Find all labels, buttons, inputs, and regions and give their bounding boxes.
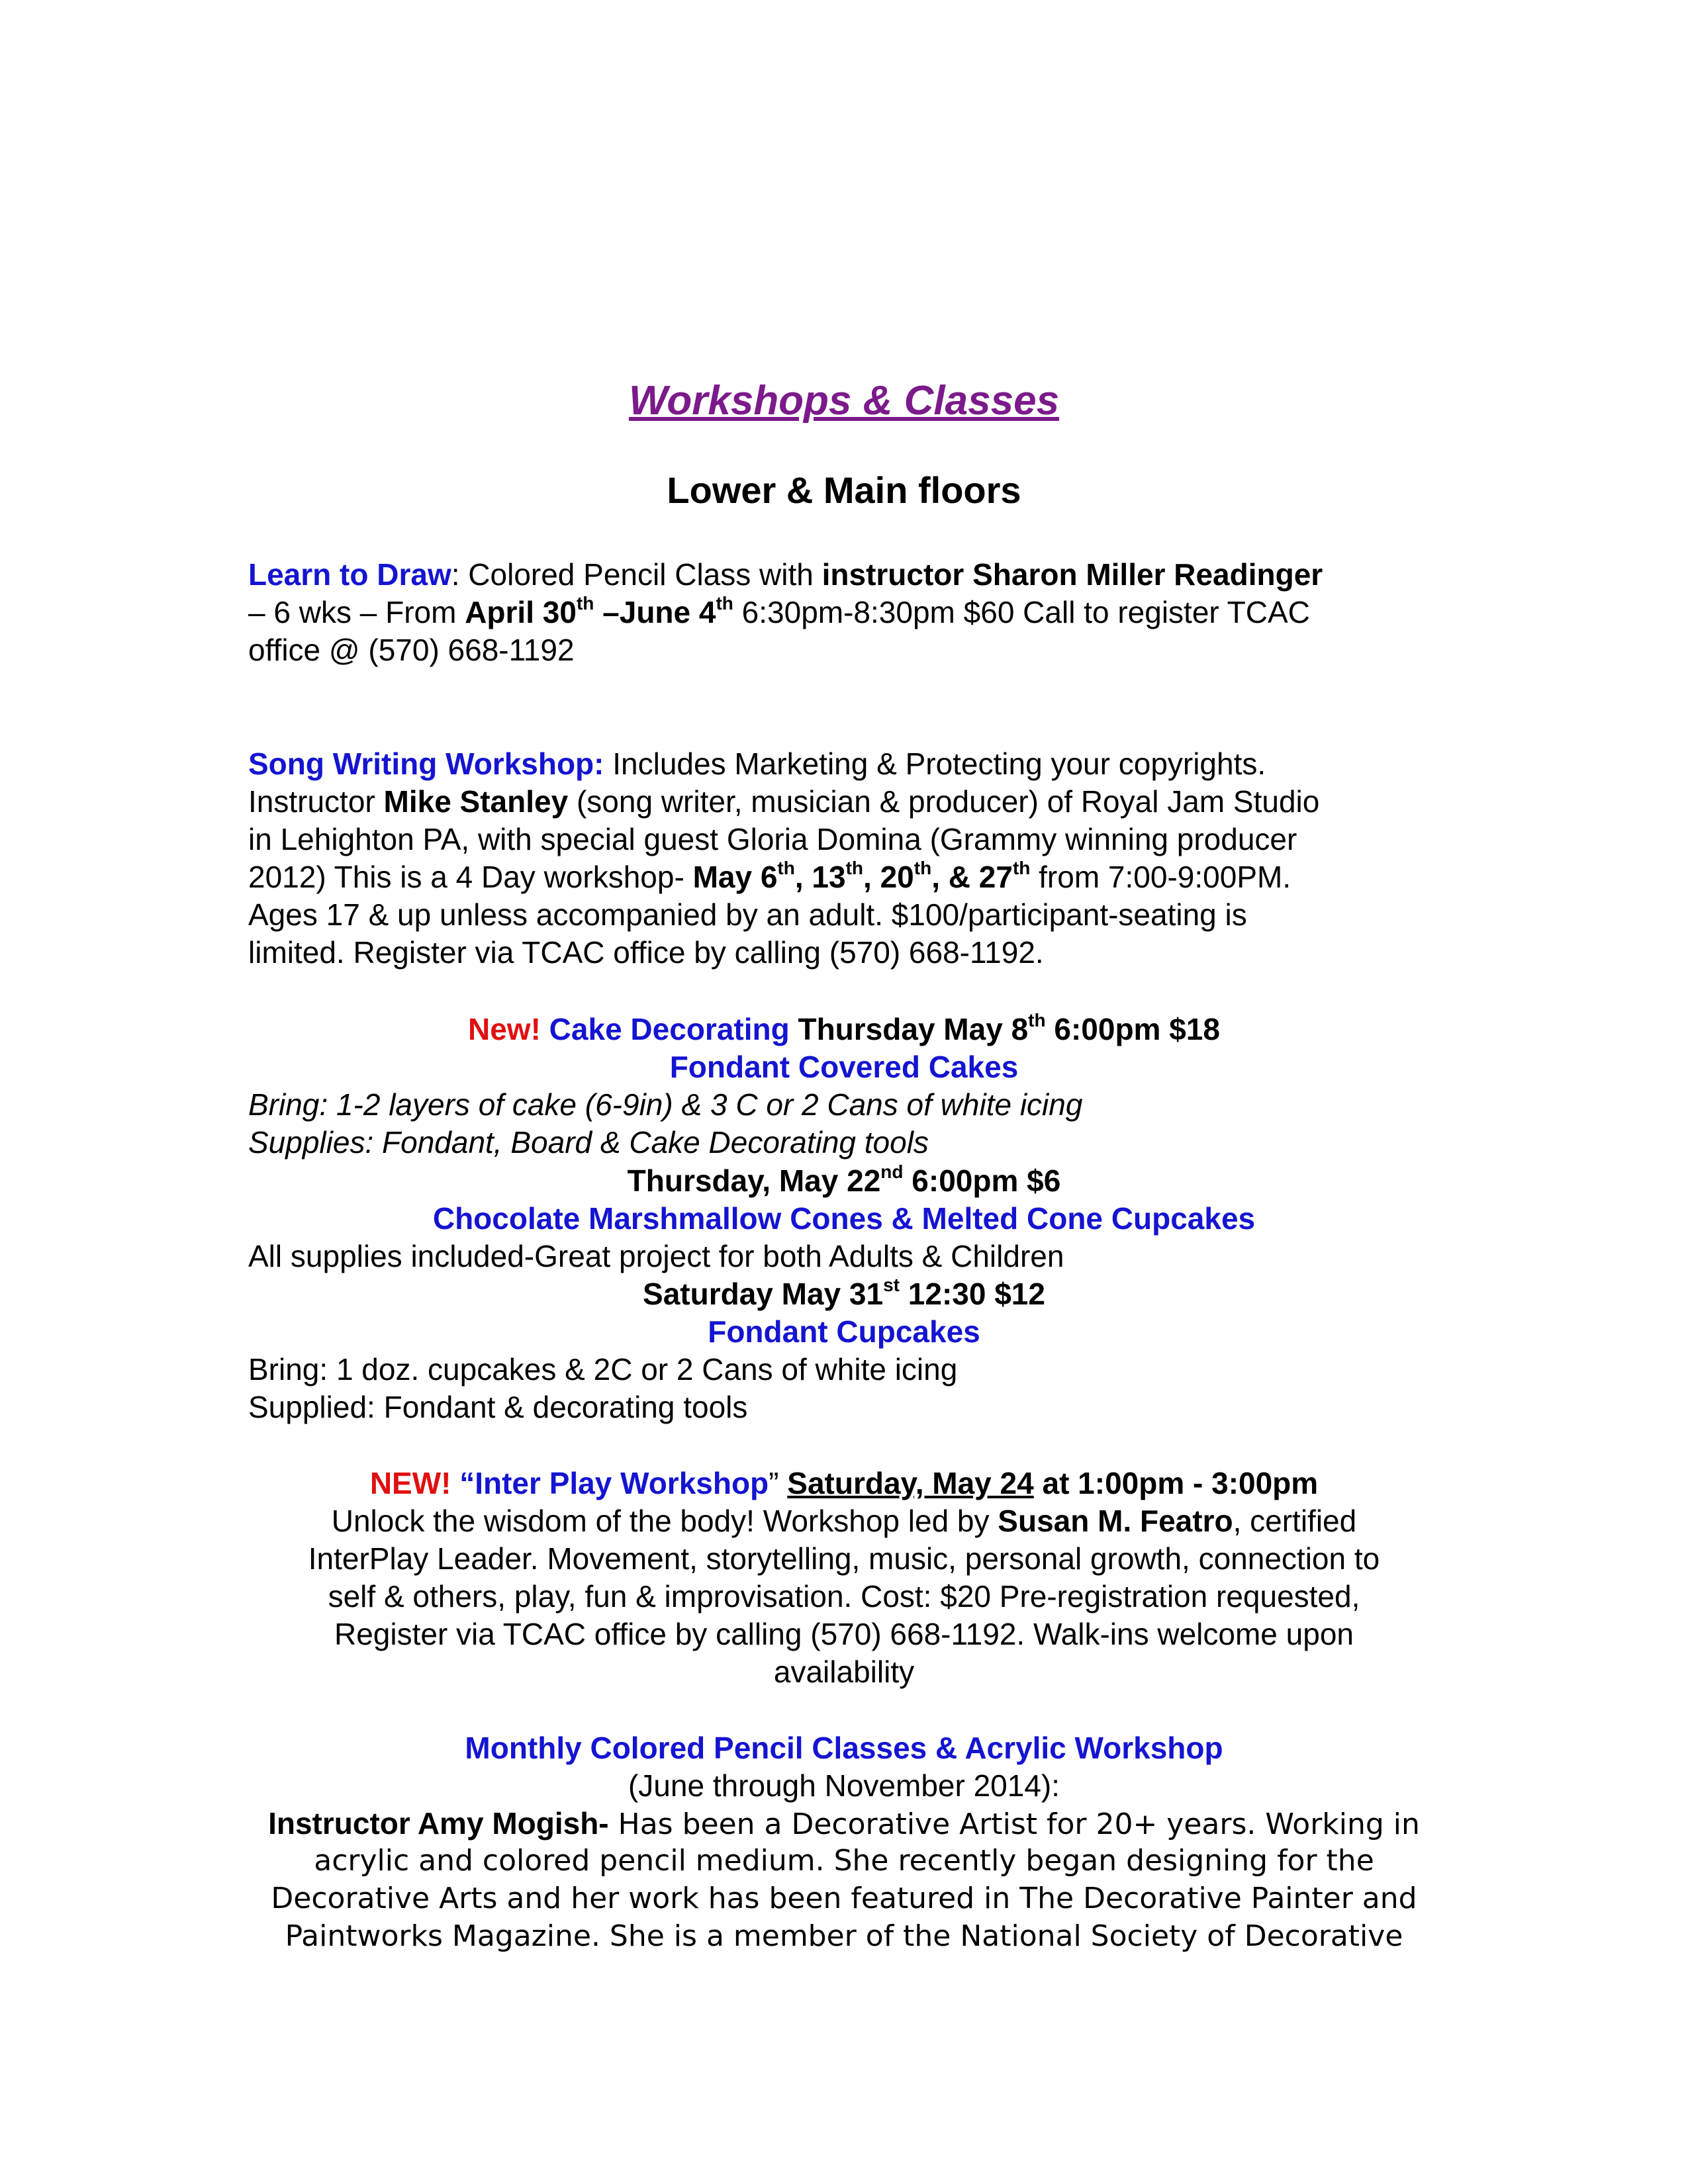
new-badge: New! xyxy=(468,1012,541,1046)
cake-supplies-3: Supplied: Fondant & decorating tools xyxy=(248,1390,748,1424)
cake-info-2: All supplies included-Great project for both Adults & Children xyxy=(248,1239,1064,1273)
draw-line-1: Learn to Draw: Colored Pencil Class with instructor Sharon Miller Readinger xyxy=(248,557,1323,592)
song-line-3: in Lehighton PA, with special guest Gloria Domina (Grammy winning producer xyxy=(248,822,1297,856)
monthly-line-4: Paintworks Magazine. She is a member of the National Society of Decorative xyxy=(285,1919,1403,1953)
cake-subheading-3: Fondant Cupcakes xyxy=(708,1314,980,1349)
interplay-heading: “Inter Play Workshop xyxy=(451,1466,769,1500)
interplay-line-3: InterPlay Leader. Movement, storytelling, music, personal growth, connection to xyxy=(308,1541,1380,1576)
interplay-line-4: self & others, play, fun & improvisation. Cost: $20 Pre-registration requested, xyxy=(328,1579,1360,1614)
monthly-line-1: Instructor Amy Mogish- Has been a Decorative Artist for 20+ years. Working in xyxy=(268,1806,1420,1841)
song-instructor: Mike Stanley xyxy=(383,784,569,819)
new-badge: NEW! xyxy=(369,1466,451,1500)
cake-date-2: Thursday, May 22nd 6:00pm $6 xyxy=(627,1161,1061,1198)
song-heading: Song Writing Workshop: xyxy=(248,747,604,781)
cake-subheading-1: Fondant Covered Cakes xyxy=(669,1050,1019,1084)
draw-instructor: instructor Sharon Miller Readinger xyxy=(821,557,1323,592)
monthly-line-2: acrylic and colored pencil medium. She recently began designing for the xyxy=(314,1844,1374,1878)
cake-supplies-1: Supplies: Fondant, Board & Cake Decorating tools xyxy=(248,1125,929,1160)
interplay-date: Saturday, May 24 xyxy=(787,1466,1034,1500)
interplay-leader: Susan M. Featro xyxy=(998,1504,1233,1538)
monthly-line-3: Decorative Arts and her work has been featured in The Decorative Painter and xyxy=(271,1882,1417,1915)
draw-line-3: office @ (570) 668-1192 xyxy=(248,633,575,667)
monthly-heading: Monthly Colored Pencil Classes & Acrylic Workshop xyxy=(465,1731,1223,1765)
cake-heading: Cake Decorating xyxy=(540,1012,790,1046)
song-line-6: limited. Register via TCAC office by calling (570) 668-1192. xyxy=(248,935,1044,970)
song-line-5: Ages 17 & up unless accompanied by an adult. $100/participant-seating is xyxy=(248,897,1247,932)
cake-subheading-2: Chocolate Marshmallow Cones & Melted Cone Cupcakes xyxy=(432,1201,1256,1236)
page-title: Workshops & Classes xyxy=(628,378,1060,424)
song-line-4: 2012) This is a 4 Day workshop- May 6th, 13th, 20th, & 27th from 7:00-9:00PM. xyxy=(248,858,1291,894)
draw-heading: Learn to Draw xyxy=(248,557,451,592)
monthly-instructor: Instructor Amy Mogish- xyxy=(268,1806,609,1841)
page-subtitle: Lower & Main floors xyxy=(667,469,1021,511)
monthly-range: (June through November 2014): xyxy=(628,1768,1060,1803)
interplay-line-6: availability xyxy=(773,1655,915,1689)
song-line-1: Song Writing Workshop: Includes Marketing & Protecting your copyrights. xyxy=(248,747,1266,781)
cake-date-3: Saturday May 31st 12:30 $12 xyxy=(643,1275,1045,1311)
cake-line-1: New! Cake Decorating Thursday May 8th 6:00pm $18 xyxy=(468,1010,1220,1046)
cake-bring-1: Bring: 1-2 layers of cake (6-9in) & 3 C or 2 Cans of white icing xyxy=(248,1087,1083,1122)
interplay-line-2: Unlock the wisdom of the body! Workshop led by Susan M. Featro, certified xyxy=(331,1504,1357,1538)
song-line-2: Instructor Mike Stanley (song writer, musician & producer) of Royal Jam Studio xyxy=(248,784,1320,819)
interplay-line-1: NEW! “Inter Play Workshop” Saturday, May 24 at 1:00pm - 3:00pm xyxy=(369,1466,1319,1500)
draw-line-2: – 6 wks – From April 30th –June 4th 6:30pm-8:30pm $60 Call to register TCAC xyxy=(248,593,1310,629)
cake-bring-3: Bring: 1 doz. cupcakes & 2C or 2 Cans of white icing xyxy=(248,1352,958,1387)
interplay-line-5: Register via TCAC office by calling (570) 668-1192. Walk-ins welcome upon xyxy=(334,1617,1354,1651)
